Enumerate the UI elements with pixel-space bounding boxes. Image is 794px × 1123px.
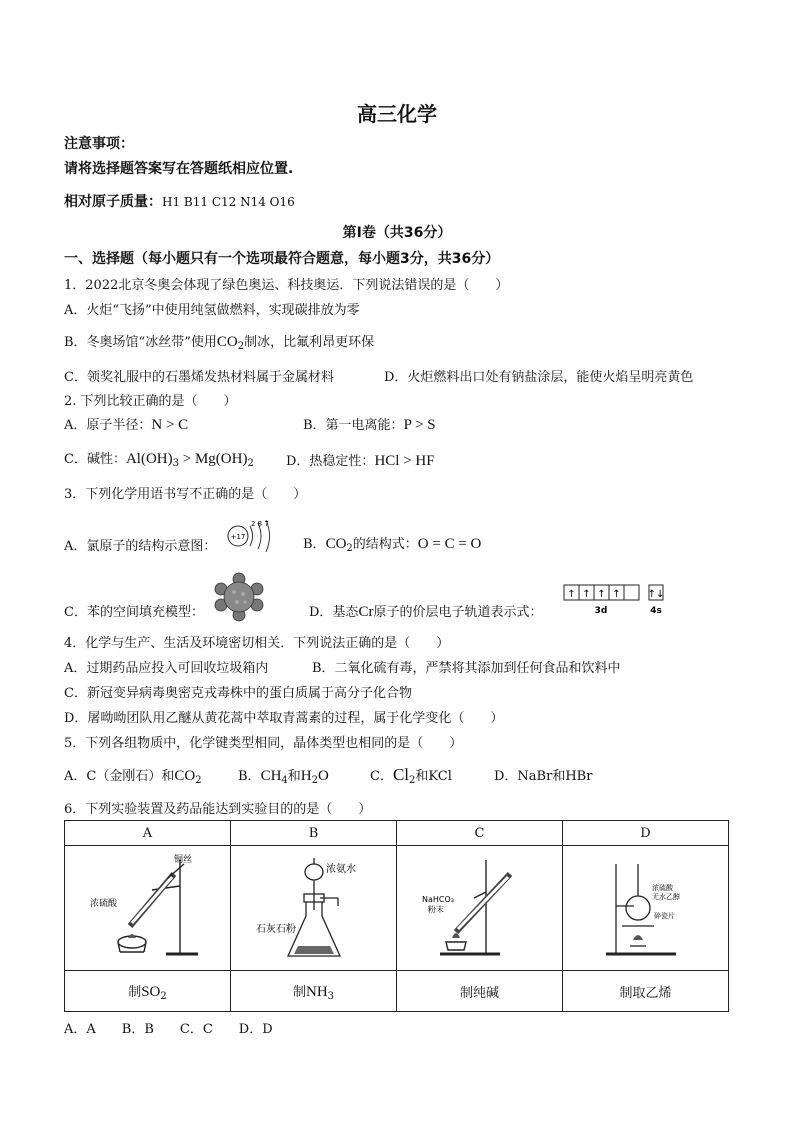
volume-heading: 第I卷（共36分）	[342, 225, 452, 241]
chlorine-atom-diagram	[226, 514, 278, 554]
notice-title: 注意事项：	[64, 136, 134, 152]
label-nahco3: NaHCO₃	[421, 895, 454, 904]
q3-option-d-label: D．基态Cr原子的价层电子轨道表示式：	[309, 604, 543, 620]
q4-option-a: A．过期药品应投入可回收垃圾箱内	[64, 661, 269, 676]
label-copper-wire: 铜丝	[173, 855, 192, 865]
q1-option-b: B．冬奥场馆“冰丝带”使用$CO_2$制冰，比氟利昂更环保	[64, 334, 375, 352]
part-heading: 一、选择题（每小题只有一个选项最符合题意，每小题3分，共36分）	[64, 251, 500, 267]
benzene-model	[212, 572, 266, 622]
q1-option-d: D．火炬燃料出口处有钠盐涂层，能使火焰呈明亮黄色	[384, 370, 694, 385]
q2-stem: 2. 下列比较正确的是（ ）	[64, 394, 237, 409]
orbital-3d-label: 3d	[594, 606, 608, 616]
q1-option-a: A．火炬“飞扬”中使用纯氢做燃料，实现碳排放为零	[64, 303, 360, 318]
svg-text:↑: ↑	[597, 589, 606, 600]
svg-text:↑: ↑	[612, 589, 621, 600]
apparatus-a	[65, 846, 231, 971]
q4-option-c: C．新冠变异病毒奥密克戎毒株中的蛋白质属于高分子化合物	[64, 686, 412, 701]
column-b-header: B	[231, 821, 397, 846]
label-powder: 粉末	[427, 905, 444, 914]
q6-options: A．A B．B C．C D．D	[64, 1022, 273, 1037]
q5-option-d: D．NaBr和HBr	[494, 769, 593, 784]
label-conc-sulfuric-a: 浓硫酸	[89, 899, 117, 909]
q3-stem: 3．下列化学用语书写不正确的是（ ）	[64, 487, 307, 502]
q4-stem: 4．化学与生产、生活及环境密切相关．下列说法正确的是（ ）	[64, 636, 450, 651]
q5-stem: 5．下列各组物质中，化学键类型相同，晶体类型也相同的是（ ）	[64, 736, 463, 751]
q1-stem: 1．2022北京冬奥会体现了绿色奥运、科技奥运．下列说法错误的是（ ）	[64, 278, 509, 293]
q5-option-c: C．$Cl_2$和KCl	[370, 765, 452, 786]
label-anhydrous-ethanol: 无水乙醇	[651, 893, 680, 901]
atomic-mass-label: 相对原子质量：	[64, 194, 162, 210]
atom-shell-label: 2 8 7	[251, 520, 269, 528]
orbital-4s-label: 4s	[650, 606, 662, 616]
atom-nucleus-label: +17	[230, 533, 246, 541]
page-title: 高三化学	[357, 102, 437, 126]
atomic-mass-line	[64, 191, 295, 211]
label-limestone-powder: 石灰石粉	[255, 924, 296, 935]
label-porcelain-chips: 碎瓷片	[653, 912, 675, 920]
apparatus-d	[563, 846, 729, 971]
svg-text:↑↓: ↑↓	[647, 589, 665, 600]
q3-option-b: B．$CO_2$的结构式：O = C = O	[303, 536, 482, 554]
q2-option-d: D．热稳定性：HCl > HF	[286, 453, 435, 469]
caption-d: 制取乙烯	[563, 971, 729, 1012]
q1-option-c: C．领奖礼服中的石墨烯发热材料属于金属材料	[64, 370, 334, 385]
label-conc-sulfuric-d: 浓硫酸	[651, 884, 673, 892]
experiment-table	[64, 820, 729, 1012]
svg-text:↑: ↑	[567, 589, 576, 600]
caption-c: 制纯碱	[397, 971, 563, 1012]
q5-option-b: B．$CH_4$和$H_2O$	[238, 768, 329, 786]
q5-option-a: A．C（金刚石）和$CO_2$	[64, 768, 202, 786]
q4-option-d: D．屠呦呦团队用乙醚从黄花蒿中萃取青蒿素的过程，属于化学变化（ ）	[64, 711, 504, 726]
apparatus-b	[231, 846, 397, 971]
column-d-header: D	[563, 821, 729, 846]
q3-option-a-label: A．氯原子的结构示意图：	[64, 539, 217, 554]
notice-body: 请将选择题答案写在答题纸相应位置.	[64, 161, 294, 177]
caption-a: 制$SO_2$	[65, 971, 231, 1012]
q4-option-b: B．二氧化硫有毒，严禁将其添加到任何食品和饮料中	[312, 661, 621, 676]
q3-option-c-label: C．苯的空间填充模型：	[64, 605, 204, 620]
q2-option-b: B．第一电离能：P > S	[303, 417, 436, 433]
q6-stem: 6．下列实验装置及药品能达到实验目的的是（ ）	[64, 802, 372, 817]
label-conc-ammonia: 浓氨水	[325, 864, 356, 875]
column-c-header: C	[397, 821, 563, 846]
q2-option-c: C．碱性：$Al(OH)_3 > Mg(OH)_2$	[64, 451, 254, 469]
cr-orbital-diagram	[563, 583, 667, 617]
column-a-header: A	[65, 821, 231, 846]
q2-option-a: A．原子半径：N > C	[64, 417, 189, 433]
atomic-mass-values: H1 B11 C12 N14 O16	[162, 195, 295, 209]
svg-text:↑: ↑	[582, 589, 591, 600]
caption-b: 制$NH_3$	[231, 971, 397, 1012]
apparatus-c	[397, 846, 563, 971]
